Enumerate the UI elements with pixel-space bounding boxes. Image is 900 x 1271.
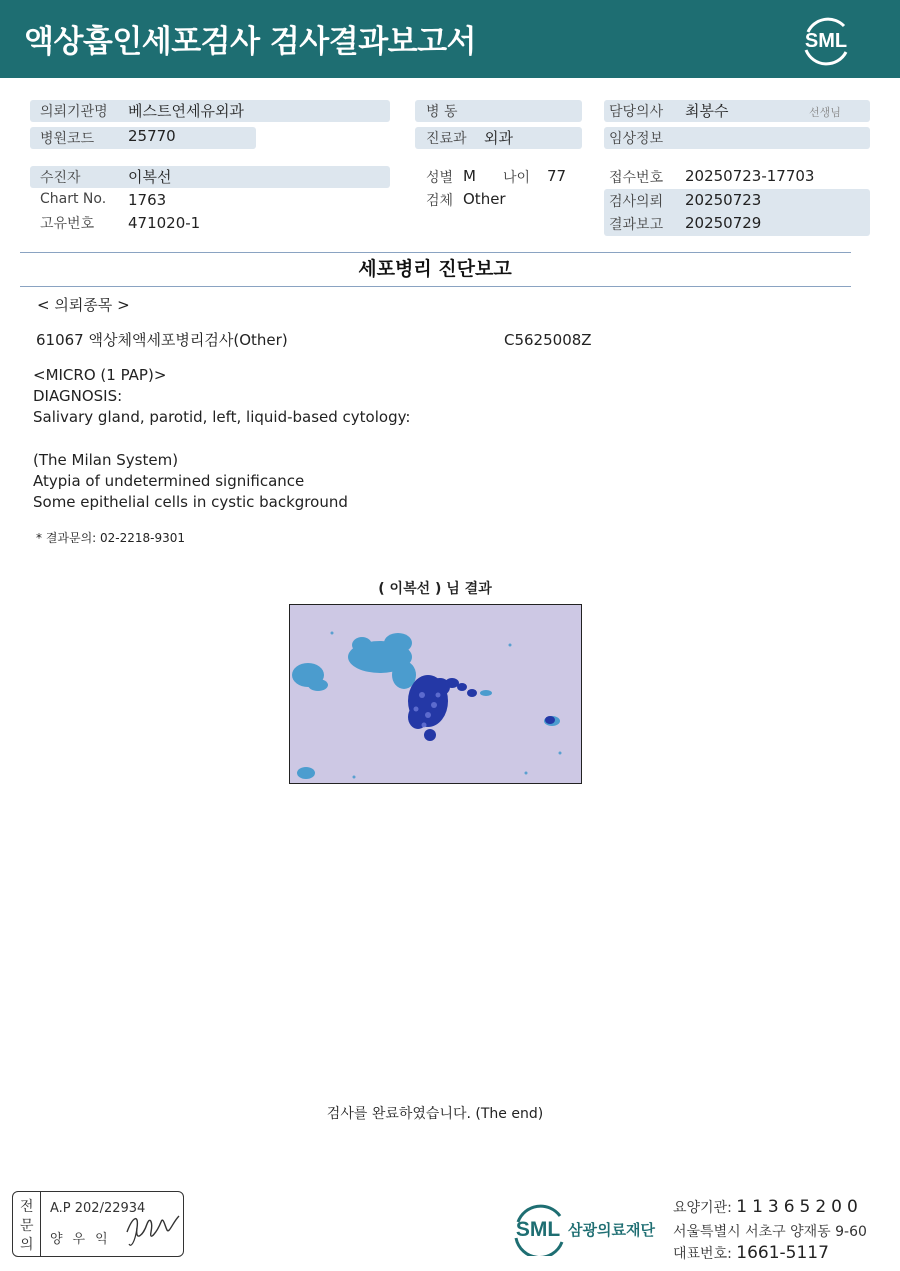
- receipt-value: 20250723-17703: [685, 167, 815, 185]
- institution-code: 11365200: [736, 1197, 863, 1217]
- order-code: C5625008Z: [504, 331, 592, 349]
- inquiry-line: * 결과문의: 02-2218-9301: [36, 531, 186, 545]
- diagnosis-label: DIAGNOSIS:: [33, 387, 123, 405]
- receipt-label: 접수번호: [609, 170, 664, 186]
- milan-system: (The Milan System): [33, 451, 179, 469]
- image-caption: ( 이복선 ) 님 결과: [378, 581, 492, 597]
- unique-id-label: 고유번호: [40, 216, 95, 232]
- diagnosis-category: Atypia of undetermined significance: [33, 472, 305, 490]
- institution-code-label: 요양기관:: [673, 1200, 732, 1216]
- unique-id-value: 471020-1: [128, 214, 201, 232]
- footer-logo-text: SML: [515, 1218, 561, 1241]
- stamp-char-2: 문: [20, 1218, 34, 1234]
- stamp-char-1: 전: [20, 1199, 34, 1215]
- request-date: 20250723: [685, 191, 762, 209]
- specimen-label: 검체: [426, 193, 454, 209]
- phone-line: [673, 1243, 829, 1263]
- address: 서울특별시 서초구 양재동 9-60: [673, 1224, 867, 1240]
- report-title: 액상흡인세포검사 검사결과보고서: [24, 24, 476, 60]
- sex-value: M: [463, 167, 476, 185]
- cytology-image-graphic: [290, 605, 582, 784]
- divider-bottom: [20, 286, 851, 287]
- header-logo-text: SML: [804, 30, 848, 52]
- report-date-label: 결과보고: [609, 217, 664, 233]
- pathologist-name: 양우익: [50, 1232, 118, 1247]
- clinical-label: 임상정보: [609, 131, 664, 147]
- doctor-value: 최봉수: [685, 102, 729, 120]
- department-label: 진료과: [426, 131, 467, 147]
- institution-code-line: [673, 1197, 863, 1217]
- age-value: 77: [547, 167, 567, 185]
- sex-label: 성별: [426, 170, 454, 186]
- phone-number: 1661-5117: [736, 1243, 829, 1263]
- section-title: 세포병리 진단보고: [358, 258, 512, 280]
- hospital-code-label: 병원코드: [40, 131, 95, 147]
- doctor-label: 담당의사: [609, 104, 664, 120]
- hospital-code-value: 25770: [128, 127, 176, 145]
- order-heading: < 의뢰종목 >: [37, 296, 130, 314]
- divider-top: [20, 252, 851, 253]
- stamp-char-3: 의: [20, 1237, 34, 1253]
- micro-line: <MICRO (1 PAP)>: [33, 366, 167, 384]
- phone-label: 대표번호:: [673, 1246, 732, 1262]
- order-item: 61067 액상체액세포병리검사(Other): [36, 331, 288, 349]
- department-value: 외과: [484, 129, 513, 147]
- pathologist-stamp: [12, 1191, 184, 1257]
- institution-label: 의뢰기관명: [40, 104, 108, 120]
- chart-value: 1763: [128, 191, 167, 209]
- org-name: 삼광의료재단: [568, 1221, 655, 1239]
- sml-logo: [798, 12, 854, 66]
- age-label: 나이: [503, 170, 531, 186]
- specimen-value: Other: [463, 190, 506, 208]
- license-number: A.P 202/22934: [50, 1201, 146, 1216]
- patient-value: 이복선: [128, 168, 172, 186]
- patient-row: [30, 166, 390, 188]
- chart-label: Chart No.: [40, 191, 107, 207]
- doctor-suffix: 선생님: [809, 106, 841, 119]
- stamp-label-column: [13, 1192, 41, 1256]
- diagnosis-site: Salivary gland, parotid, left, liquid-based cytology:: [33, 408, 411, 426]
- report-date: 20250729: [685, 214, 762, 232]
- signature-graphic: [123, 1202, 183, 1252]
- institution-value: 베스트연세유외과: [128, 102, 244, 120]
- footer-logo: [510, 1200, 570, 1256]
- report-header: [0, 0, 900, 78]
- request-label: 검사의뢰: [609, 194, 664, 210]
- diagnosis-comment: Some epithelial cells in cystic background: [33, 493, 348, 511]
- patient-label: 수진자: [40, 170, 81, 186]
- end-text: 검사를 완료하였습니다. (The end): [326, 1106, 544, 1122]
- cytology-image: [289, 604, 582, 784]
- ward-label: 병 동: [426, 104, 458, 120]
